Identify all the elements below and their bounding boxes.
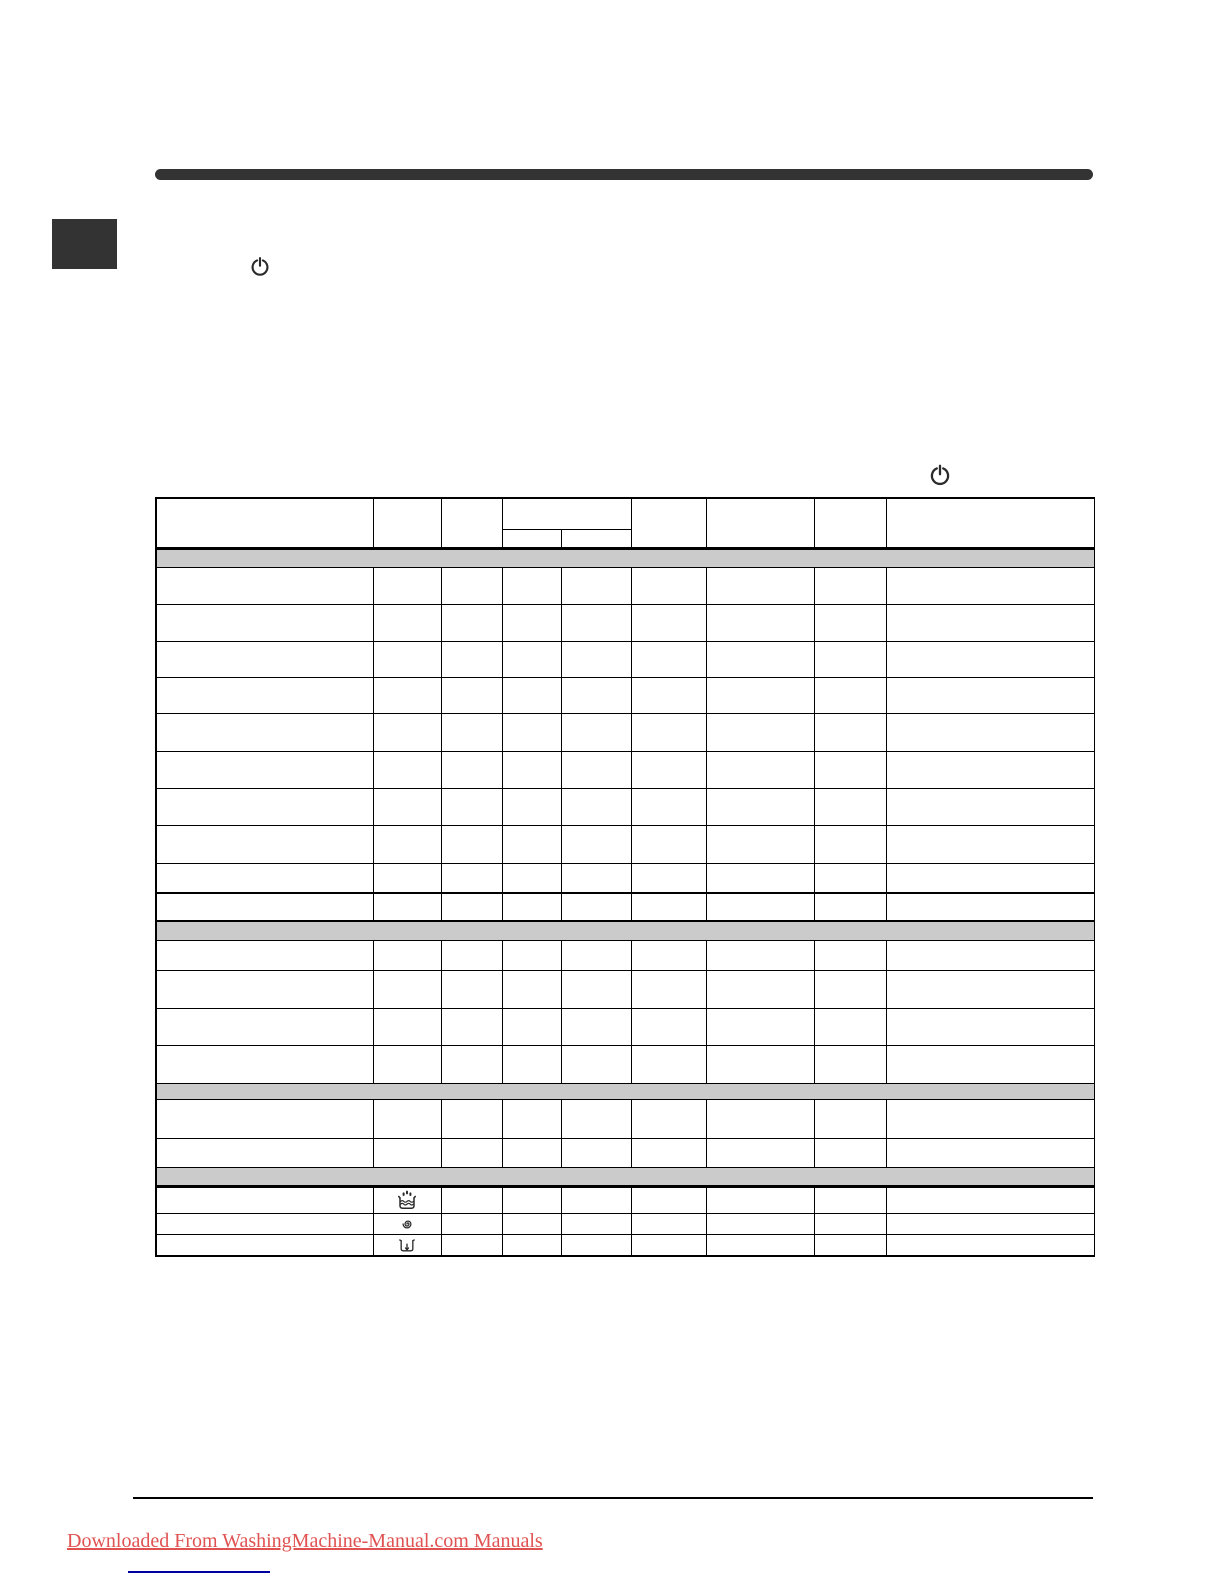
table-cell (156, 1213, 373, 1234)
table-cell (814, 1008, 886, 1045)
table-cell (886, 567, 1094, 604)
table-row (156, 567, 1094, 604)
table-cell (441, 1008, 502, 1045)
table-cell (886, 1138, 1094, 1167)
section-band (156, 1083, 1094, 1099)
table-cell (631, 677, 706, 713)
table-cell (502, 1186, 561, 1213)
section-band-row (156, 1083, 1094, 1099)
table-cell (156, 1099, 373, 1138)
table-cell (631, 1234, 706, 1256)
chapter-marker-square (52, 219, 117, 269)
section-band-row (156, 1167, 1094, 1186)
footer-blue-underline (128, 1571, 270, 1573)
table-cell (706, 893, 814, 921)
table-cell (886, 1008, 1094, 1045)
table-cell (502, 567, 561, 604)
table-cell (502, 940, 561, 970)
table-cell (631, 604, 706, 641)
table-cell (631, 1045, 706, 1083)
table-cell (814, 641, 886, 677)
table-cell (706, 1186, 814, 1213)
table-cell (502, 713, 561, 751)
table-cell (706, 567, 814, 604)
table-cell (561, 751, 631, 788)
table-cell (502, 751, 561, 788)
section-band (156, 921, 1094, 940)
power-icon (928, 463, 952, 487)
table-cell (156, 567, 373, 604)
table-cell (156, 641, 373, 677)
table-cell (502, 1099, 561, 1138)
table-cell (631, 713, 706, 751)
table-row (156, 1099, 1094, 1138)
header-cell-programmes (156, 498, 373, 548)
table-row (156, 940, 1094, 970)
table-cell (631, 970, 706, 1008)
table-cell (156, 825, 373, 863)
table-cell (631, 940, 706, 970)
table-cell (561, 1234, 631, 1256)
table-cell (441, 604, 502, 641)
table-cell (441, 893, 502, 921)
header-cell-8 (814, 498, 886, 548)
table-cell (706, 713, 814, 751)
table-cell (814, 1138, 886, 1167)
table-cell (373, 1008, 441, 1045)
table-cell (441, 1234, 502, 1256)
table-cell (561, 893, 631, 921)
table-cell (441, 940, 502, 970)
table-cell (156, 893, 373, 921)
programme-table (155, 497, 1093, 1257)
table-cell (441, 713, 502, 751)
table-cell (706, 788, 814, 825)
table-cell (156, 863, 373, 893)
table-cell (706, 825, 814, 863)
rinse-row (156, 1186, 1094, 1213)
table-cell (886, 893, 1094, 921)
table-cell (373, 604, 441, 641)
header-cell-2 (373, 498, 441, 548)
table-cell (706, 1213, 814, 1234)
header-subcell-detergent-1 (502, 529, 561, 548)
table-cell (441, 1045, 502, 1083)
table-cell (561, 970, 631, 1008)
table-row (156, 713, 1094, 751)
table-cell (502, 825, 561, 863)
table-cell (441, 1186, 502, 1213)
table-cell (706, 1234, 814, 1256)
table-row (156, 677, 1094, 713)
table-cell (814, 677, 886, 713)
table-cell (441, 1138, 502, 1167)
table-cell (814, 1186, 886, 1213)
table-row (156, 1045, 1094, 1083)
table-cell (373, 893, 441, 921)
table-cell (886, 751, 1094, 788)
table-cell (631, 1186, 706, 1213)
table-cell (706, 1099, 814, 1138)
programme-table-body (156, 498, 1094, 1256)
programme-table-grid (155, 497, 1095, 1257)
table-cell (886, 788, 1094, 825)
table-cell (814, 940, 886, 970)
table-cell (886, 970, 1094, 1008)
table-cell (886, 940, 1094, 970)
table-cell (373, 641, 441, 677)
table-cell (561, 1045, 631, 1083)
table-cell (631, 567, 706, 604)
table-cell (441, 863, 502, 893)
table-cell (441, 641, 502, 677)
table-cell (373, 863, 441, 893)
table-cell (561, 677, 631, 713)
table-cell (814, 713, 886, 751)
table-cell (156, 677, 373, 713)
table-cell (706, 863, 814, 893)
table-cell (561, 567, 631, 604)
table-cell (373, 940, 441, 970)
table-cell (706, 1045, 814, 1083)
table-row (156, 893, 1094, 921)
table-cell (156, 604, 373, 641)
table-cell (814, 1045, 886, 1083)
table-cell (631, 1213, 706, 1234)
table-cell (502, 677, 561, 713)
table-cell (561, 1008, 631, 1045)
table-cell (441, 970, 502, 1008)
table-cell (502, 893, 561, 921)
table-cell (373, 825, 441, 863)
table-cell (561, 1099, 631, 1138)
header-subcell-detergent-2 (561, 529, 631, 548)
table-cell (814, 567, 886, 604)
table-cell (373, 677, 441, 713)
table-cell (706, 970, 814, 1008)
table-cell (561, 1213, 631, 1234)
table-cell (561, 825, 631, 863)
table-cell (561, 713, 631, 751)
table-cell (502, 1213, 561, 1234)
table-cell (814, 788, 886, 825)
table-cell (631, 1138, 706, 1167)
table-cell (886, 677, 1094, 713)
header-cell-6 (631, 498, 706, 548)
table-cell (706, 1008, 814, 1045)
section-band-row (156, 548, 1094, 567)
drain-icon-cell (373, 1234, 441, 1256)
table-cell (156, 970, 373, 1008)
table-cell (441, 677, 502, 713)
table-row (156, 604, 1094, 641)
table-cell (373, 1045, 441, 1083)
table-cell (373, 713, 441, 751)
table-cell (502, 641, 561, 677)
table-cell (373, 788, 441, 825)
table-row (156, 641, 1094, 677)
table-cell (373, 1138, 441, 1167)
table-cell (502, 970, 561, 1008)
section-band (156, 548, 1094, 567)
table-cell (814, 1234, 886, 1256)
table-cell (706, 1138, 814, 1167)
chapter-title-bar (155, 169, 1093, 180)
table-cell (631, 788, 706, 825)
header-row-1 (156, 498, 1094, 529)
table-cell (814, 863, 886, 893)
table-cell (156, 788, 373, 825)
table-row (156, 970, 1094, 1008)
table-cell (373, 751, 441, 788)
table-cell (156, 713, 373, 751)
table-cell (706, 677, 814, 713)
table-cell (441, 567, 502, 604)
table-cell (502, 1045, 561, 1083)
table-cell (631, 863, 706, 893)
table-cell (814, 893, 886, 921)
table-cell (156, 1234, 373, 1256)
table-cell (886, 1186, 1094, 1213)
power-icon (249, 255, 271, 278)
table-cell (886, 1045, 1094, 1083)
table-cell (156, 940, 373, 970)
table-cell (156, 1186, 373, 1213)
table-cell (441, 1099, 502, 1138)
table-cell (886, 1099, 1094, 1138)
table-cell (373, 970, 441, 1008)
table-cell (561, 1186, 631, 1213)
table-cell (441, 788, 502, 825)
table-cell (502, 1138, 561, 1167)
section-band (156, 1167, 1094, 1186)
table-cell (631, 825, 706, 863)
table-cell (706, 604, 814, 641)
table-cell (886, 863, 1094, 893)
spin-row (156, 1213, 1094, 1234)
table-cell (502, 863, 561, 893)
table-row (156, 825, 1094, 863)
table-cell (631, 751, 706, 788)
table-cell (156, 1045, 373, 1083)
table-cell (502, 788, 561, 825)
table-row (156, 1008, 1094, 1045)
section-band-row (156, 921, 1094, 940)
table-cell (373, 567, 441, 604)
table-cell (886, 641, 1094, 677)
table-cell (886, 713, 1094, 751)
table-cell (886, 1213, 1094, 1234)
table-cell (814, 604, 886, 641)
table-cell (631, 1099, 706, 1138)
table-cell (561, 604, 631, 641)
table-cell (814, 825, 886, 863)
table-cell (441, 825, 502, 863)
footer-download-link[interactable]: Downloaded From WashingMachine-Manual.com Manuals (67, 1530, 543, 1552)
table-cell (561, 641, 631, 677)
table-cell (373, 1099, 441, 1138)
header-cell-3 (441, 498, 502, 548)
table-cell (502, 604, 561, 641)
table-cell (561, 863, 631, 893)
table-cell (631, 1008, 706, 1045)
rinse-icon-cell (373, 1186, 441, 1213)
table-cell (886, 1234, 1094, 1256)
header-cell-7 (706, 498, 814, 548)
header-cell-9 (886, 498, 1094, 548)
table-cell (502, 1234, 561, 1256)
table-cell (156, 1008, 373, 1045)
footer-rule (133, 1497, 1093, 1499)
table-cell (631, 641, 706, 677)
table-cell (561, 788, 631, 825)
table-cell (886, 825, 1094, 863)
table-cell (706, 641, 814, 677)
table-row (156, 751, 1094, 788)
table-cell (156, 751, 373, 788)
table-cell (441, 751, 502, 788)
table-cell (156, 1138, 373, 1167)
table-cell (561, 1138, 631, 1167)
spin-icon-cell (373, 1213, 441, 1234)
table-cell (814, 970, 886, 1008)
table-row (156, 788, 1094, 825)
table-cell (631, 893, 706, 921)
drain-row (156, 1234, 1094, 1256)
header-cell-detergent-merged (502, 498, 631, 529)
table-cell (502, 1008, 561, 1045)
table-cell (706, 751, 814, 788)
table-cell (814, 1099, 886, 1138)
table-cell (886, 604, 1094, 641)
table-cell (706, 940, 814, 970)
table-cell (561, 940, 631, 970)
table-cell (814, 751, 886, 788)
table-cell (814, 1213, 886, 1234)
table-row (156, 1138, 1094, 1167)
table-cell (441, 1213, 502, 1234)
table-row (156, 863, 1094, 893)
